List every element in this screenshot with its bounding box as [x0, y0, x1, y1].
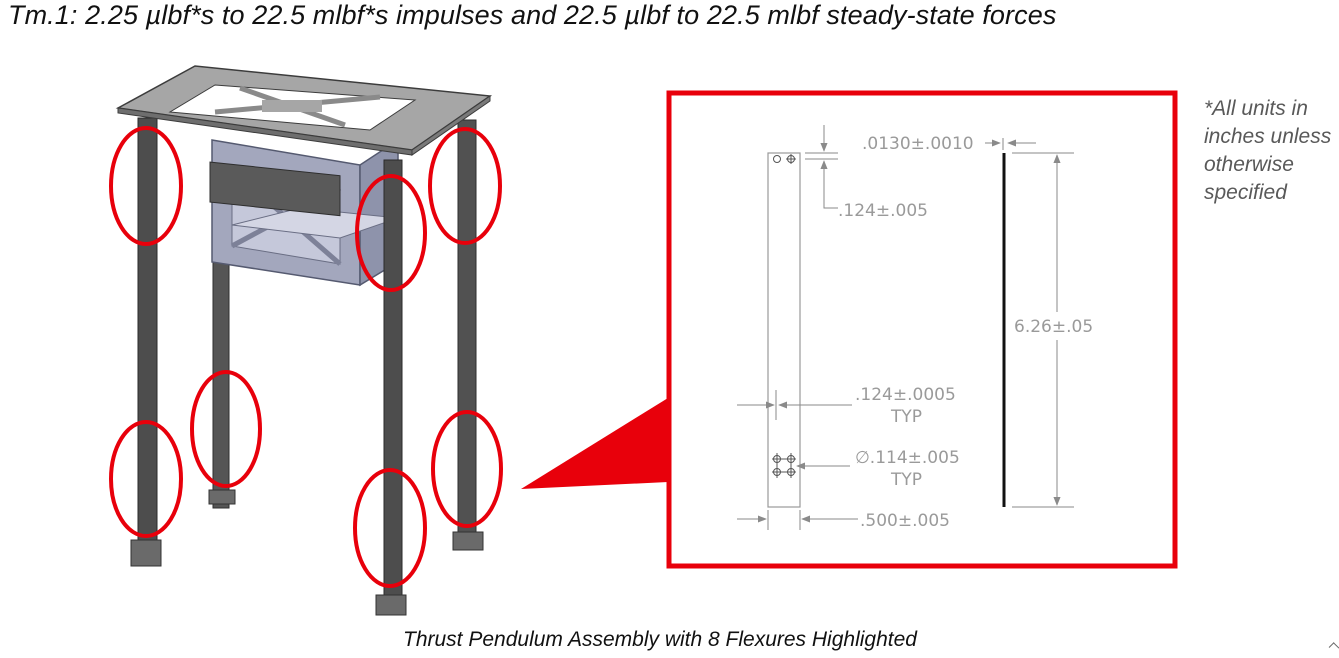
hole-offset-dimension: .124±.005 [838, 201, 928, 221]
hole-diameter-typ: TYP [891, 470, 923, 490]
hole-spacing-typ: TYP [891, 407, 923, 427]
units-note-line: inches unless [1204, 125, 1332, 148]
units-note-line: otherwise [1204, 153, 1294, 176]
callout-pointer [521, 398, 668, 489]
units-note [1204, 95, 1331, 207]
flexure-detail-frame [669, 93, 1175, 566]
slide-title: Tm.1: 2.25 µlbf*s to 22.5 mlbf*s impulses and 22.5 µlbf to 22.5 mlbf steady-state forces [8, 0, 1057, 30]
thickness-dimension: .0130±.0010 [862, 134, 974, 154]
hanging-box [210, 140, 398, 285]
back-leg-right [453, 120, 483, 550]
width-dimension: .500±.005 [860, 511, 950, 531]
figure-caption: Thrust Pendulum Assembly with 8 Flexures Highlighted [403, 628, 917, 651]
hole-spacing-dimension: .124±.0005 [855, 385, 956, 405]
front-leg-left [131, 118, 161, 566]
top-plate [118, 66, 490, 155]
back-leg-left [209, 230, 235, 508]
units-note-line: *All units in [1204, 97, 1308, 120]
units-note-line: specified [1204, 181, 1287, 204]
hole-diameter-dimension: ∅.114±.005 [855, 448, 960, 468]
length-dimension: 6.26±.05 [1014, 317, 1094, 337]
